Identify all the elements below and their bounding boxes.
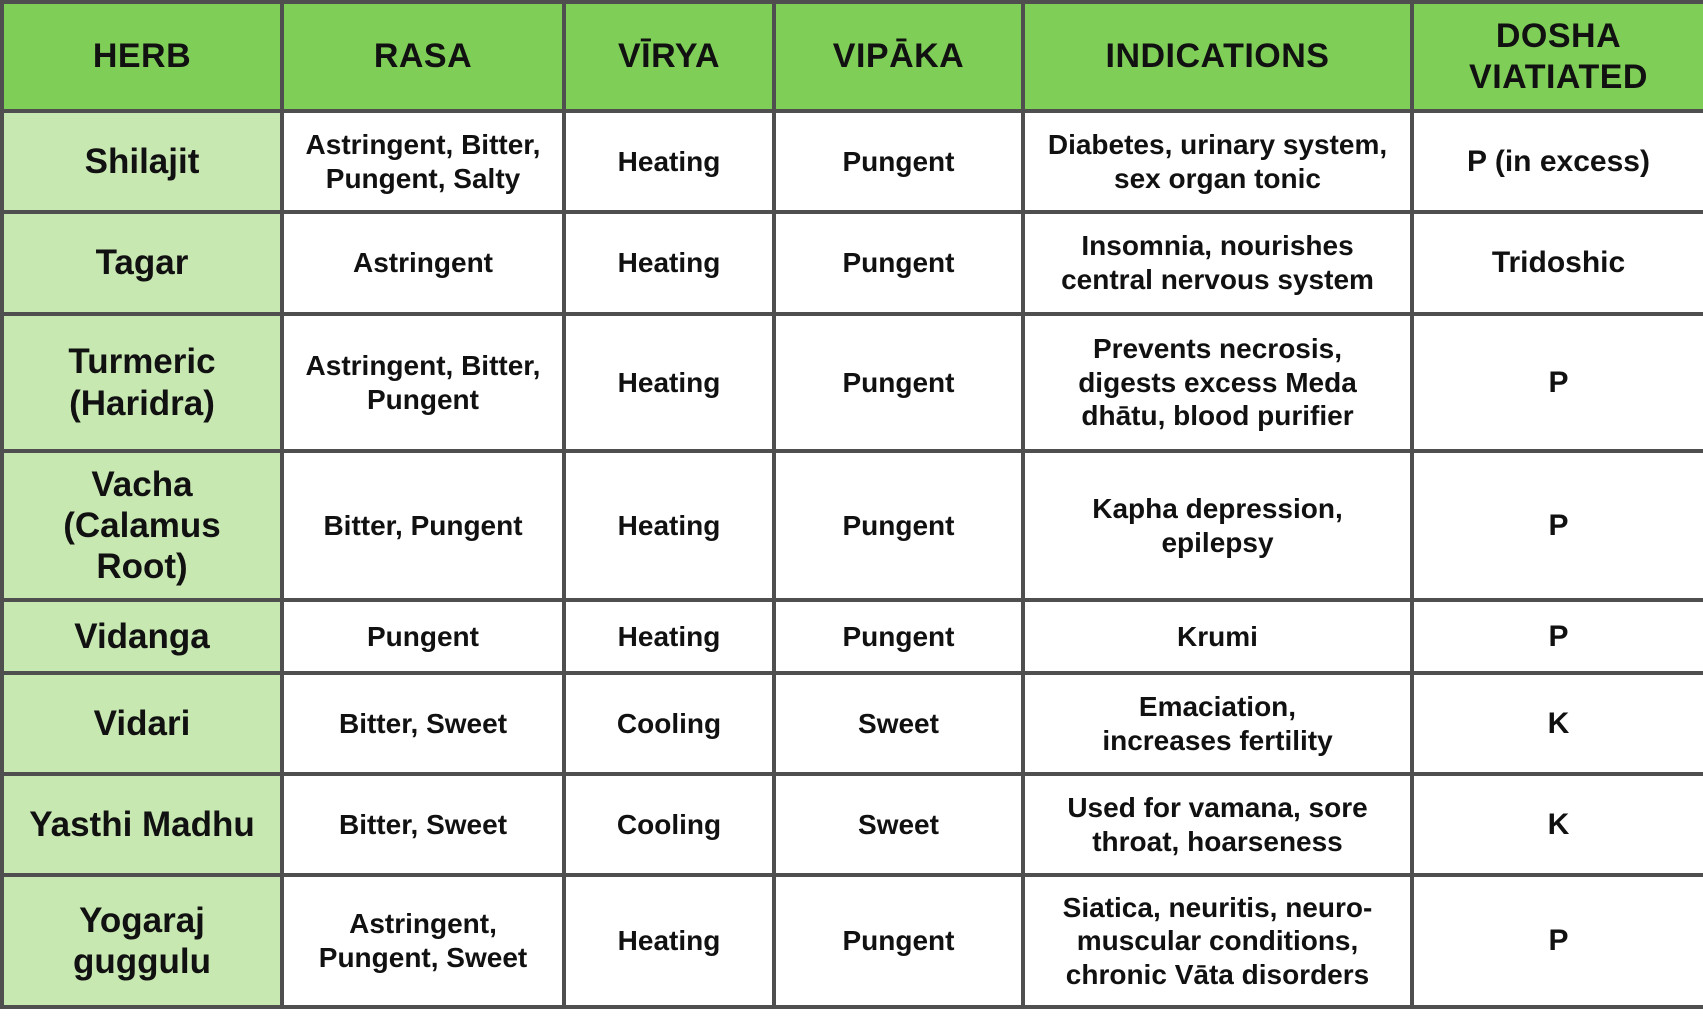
header-vipaka: VIPĀKA — [774, 2, 1023, 111]
virya-cell: Heating — [564, 314, 774, 451]
virya-cell: Cooling — [564, 673, 774, 774]
vipaka-cell: Pungent — [774, 111, 1023, 212]
indications-cell: Prevents necrosis, digests excess Meda dhātu, blood purifier — [1023, 314, 1412, 451]
rasa-cell: Bitter, Pungent — [282, 451, 564, 600]
rasa-cell: Astringent, Pungent, Sweet — [282, 875, 564, 1007]
dosha-cell: P — [1412, 600, 1703, 673]
vipaka-cell: Pungent — [774, 875, 1023, 1007]
rasa-cell: Pungent — [282, 600, 564, 673]
herb-name: Vidanga — [2, 600, 282, 673]
virya-cell: Heating — [564, 212, 774, 314]
herb-name: Yogaraj guggulu — [2, 875, 282, 1007]
herb-name: Vacha (Calamus Root) — [2, 451, 282, 600]
rasa-cell: Bitter, Sweet — [282, 673, 564, 774]
table-row — [2, 774, 1703, 875]
virya-cell: Heating — [564, 451, 774, 600]
herb-name: Vidari — [2, 673, 282, 774]
table-row — [2, 875, 1703, 1007]
indications-cell: Kapha depression, epilepsy — [1023, 451, 1412, 600]
rasa-cell: Astringent — [282, 212, 564, 314]
indications-cell: Used for vamana, sore throat, hoarseness — [1023, 774, 1412, 875]
dosha-cell: P — [1412, 875, 1703, 1007]
indications-cell: Siatica, neuritis, neuro-muscular conditions, chronic Vāta disorders — [1023, 875, 1412, 1007]
header-indications: INDICATIONS — [1023, 2, 1412, 111]
virya-cell: Heating — [564, 111, 774, 212]
header-dosha: DOSHA VIATIATED — [1412, 2, 1703, 111]
table-row — [2, 314, 1703, 451]
virya-cell: Heating — [564, 875, 774, 1007]
vipaka-cell: Pungent — [774, 212, 1023, 314]
table-row — [2, 111, 1703, 212]
indications-cell: Krumi — [1023, 600, 1412, 673]
header-rasa: RASA — [282, 2, 564, 111]
dosha-cell: P (in excess) — [1412, 111, 1703, 212]
herb-name: Shilajit — [2, 111, 282, 212]
dosha-cell: K — [1412, 673, 1703, 774]
rasa-cell: Astringent, Bitter, Pungent, Salty — [282, 111, 564, 212]
dosha-cell: K — [1412, 774, 1703, 875]
herb-name: Tagar — [2, 212, 282, 314]
table-row — [2, 600, 1703, 673]
virya-cell: Heating — [564, 600, 774, 673]
herb-name: Turmeric (Haridra) — [2, 314, 282, 451]
indications-cell: Insomnia, nourishes central nervous system — [1023, 212, 1412, 314]
indications-cell: Emaciation, increases fertility — [1023, 673, 1412, 774]
virya-cell: Cooling — [564, 774, 774, 875]
rasa-cell: Bitter, Sweet — [282, 774, 564, 875]
vipaka-cell: Pungent — [774, 314, 1023, 451]
vipaka-cell: Sweet — [774, 774, 1023, 875]
table-row — [2, 673, 1703, 774]
header-row — [2, 2, 1703, 111]
rasa-cell: Astringent, Bitter, Pungent — [282, 314, 564, 451]
indications-cell: Diabetes, urinary system, sex organ tonic — [1023, 111, 1412, 212]
dosha-cell: P — [1412, 451, 1703, 600]
dosha-cell: P — [1412, 314, 1703, 451]
header-herb: HERB — [2, 2, 282, 111]
vipaka-cell: Sweet — [774, 673, 1023, 774]
vipaka-cell: Pungent — [774, 451, 1023, 600]
vipaka-cell: Pungent — [774, 600, 1023, 673]
table-row — [2, 212, 1703, 314]
table-row — [2, 451, 1703, 600]
herb-name: Yasthi Madhu — [2, 774, 282, 875]
header-virya: VĪRYA — [564, 2, 774, 111]
dosha-cell: Tridoshic — [1412, 212, 1703, 314]
